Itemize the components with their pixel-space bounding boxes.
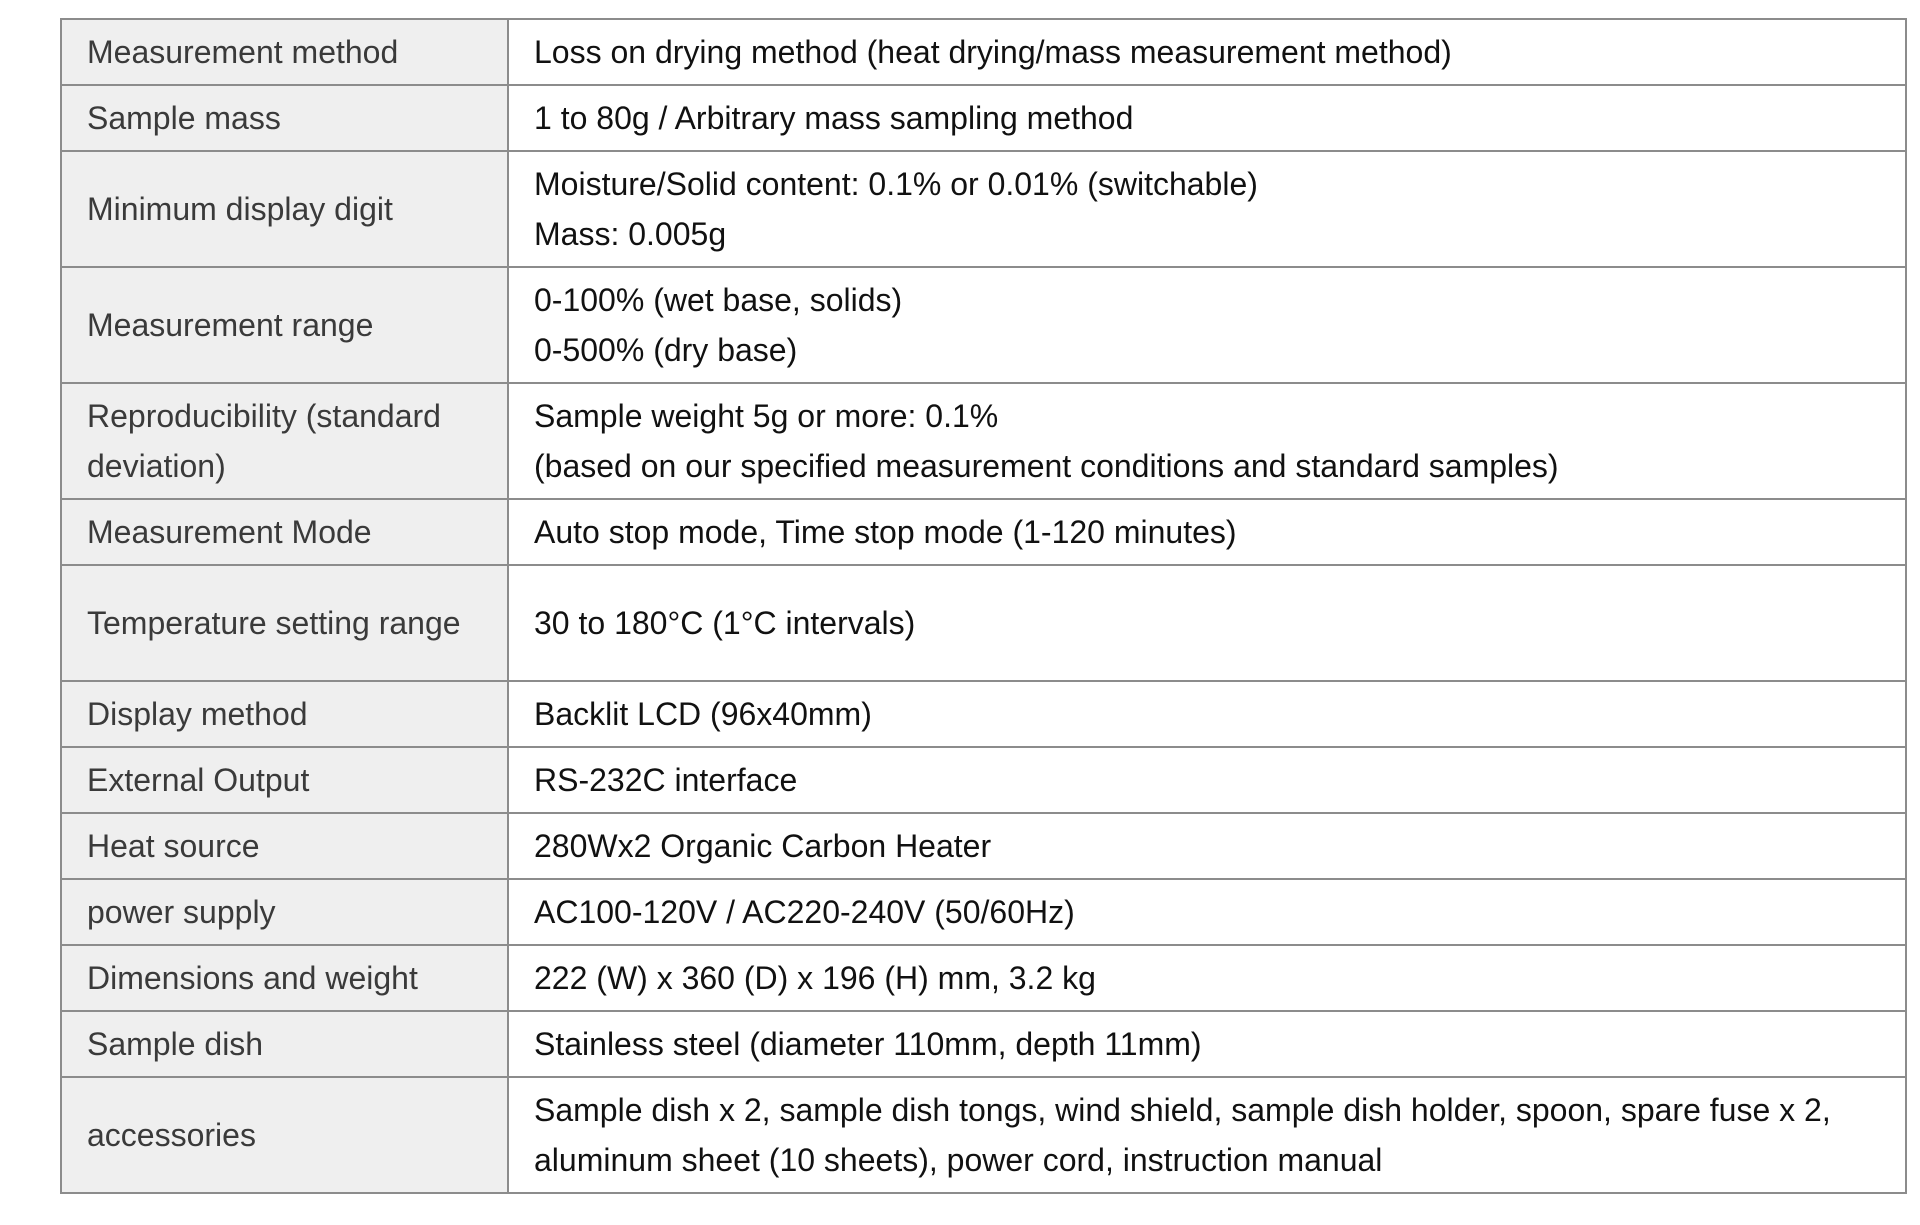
table-row [61, 945, 1906, 1011]
value-line: 1 to 80g / Arbitrary mass sampling method [534, 100, 1134, 136]
row-value [508, 681, 1906, 747]
row-value [508, 85, 1906, 151]
row-value [508, 747, 1906, 813]
row-label: Measurement method [61, 19, 508, 85]
row-label: Reproducibility (standard deviation) [61, 383, 508, 499]
row-value [508, 151, 1906, 267]
row-label: Sample dish [61, 1011, 508, 1077]
table-row [61, 267, 1906, 383]
row-label: Dimensions and weight [61, 945, 508, 1011]
table-row [61, 151, 1906, 267]
row-label: Minimum display digit [61, 151, 508, 267]
row-label: power supply [61, 879, 508, 945]
value-line: 0-500% (dry base) [534, 332, 798, 368]
row-value [508, 813, 1906, 879]
table-row [61, 1011, 1906, 1077]
table-row [61, 747, 1906, 813]
table-row [61, 1077, 1906, 1193]
row-value [508, 879, 1906, 945]
value-line: 222 (W) x 360 (D) x 196 (H) mm, 3.2 kg [534, 960, 1096, 996]
row-value [508, 565, 1906, 681]
value-line: Sample dish x 2, sample dish tongs, wind shield, sample dish holder, spoon, spare fuse x 2, aluminum sheet (10 sheets), power cord, instruction manual [534, 1092, 1831, 1178]
spec-table [60, 18, 1907, 1194]
value-line: Auto stop mode, Time stop mode (1-120 minutes) [534, 514, 1237, 550]
table-row [61, 813, 1906, 879]
row-value [508, 267, 1906, 383]
row-value [508, 1011, 1906, 1077]
row-value [508, 1077, 1906, 1193]
row-label: Heat source [61, 813, 508, 879]
row-label: Measurement Mode [61, 499, 508, 565]
table-row [61, 565, 1906, 681]
row-label: Measurement range [61, 267, 508, 383]
table-row [61, 499, 1906, 565]
row-label: Display method [61, 681, 508, 747]
table-row [61, 681, 1906, 747]
row-label: Sample mass [61, 85, 508, 151]
value-line: 280Wx2 Organic Carbon Heater [534, 828, 992, 864]
row-value [508, 383, 1906, 499]
value-line: Mass: 0.005g [534, 216, 727, 252]
row-label: Temperature setting range [61, 565, 508, 681]
table-row [61, 85, 1906, 151]
table-row [61, 879, 1906, 945]
value-line: Stainless steel (diameter 110mm, depth 11mm) [534, 1026, 1202, 1062]
value-line: Backlit LCD (96x40mm) [534, 696, 872, 732]
value-line: 30 to 180°C (1°C intervals) [534, 605, 916, 641]
value-line: Sample weight 5g or more: 0.1% [534, 398, 999, 434]
row-label: accessories [61, 1077, 508, 1193]
row-value [508, 19, 1906, 85]
value-line: AC100-120V / AC220-240V (50/60Hz) [534, 894, 1075, 930]
value-line: RS-232C interface [534, 762, 798, 798]
table-row [61, 19, 1906, 85]
value-line: Loss on drying method (heat drying/mass measurement method) [534, 34, 1452, 70]
value-line: (based on our specified measurement conditions and standard samples) [534, 448, 1559, 484]
row-value [508, 945, 1906, 1011]
row-label: External Output [61, 747, 508, 813]
value-line: 0-100% (wet base, solids) [534, 282, 903, 318]
table-row [61, 383, 1906, 499]
row-value [508, 499, 1906, 565]
value-line: Moisture/Solid content: 0.1% or 0.01% (switchable) [534, 166, 1258, 202]
